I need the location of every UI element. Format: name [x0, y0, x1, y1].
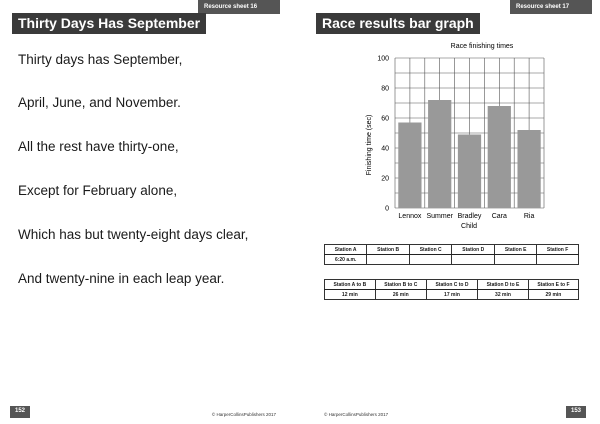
table-header-cell: Station A — [325, 245, 367, 255]
table-cell — [452, 255, 495, 265]
x-axis-label: Child — [461, 223, 477, 230]
resource-sheet-tag: Resource sheet 17 — [510, 0, 592, 14]
table-header-cell: Station D — [452, 245, 495, 255]
table-header-cell: Station C to D — [426, 280, 477, 290]
y-tick-label: 0 — [385, 205, 389, 213]
poem-line: Thirty days has September, — [18, 52, 183, 67]
page-number: 153 — [566, 406, 586, 418]
table-header-row — [325, 245, 579, 255]
table-header-cell: Station C — [409, 245, 452, 255]
table-cell: 6:20 a.m. — [325, 255, 367, 265]
page-title: Race results bar graph — [316, 13, 480, 34]
y-tick-label: 20 — [381, 175, 389, 183]
y-axis-label: Finishing time (sec) — [366, 114, 373, 176]
table-cell: 12 min — [325, 290, 376, 300]
x-tick-label: Summer — [426, 213, 453, 220]
page-number: 152 — [10, 406, 30, 418]
station-times-table — [324, 244, 579, 265]
table-cell: 29 min — [528, 290, 578, 300]
poem-line: Which has but twenty-eight days clear, — [18, 227, 249, 242]
x-tick-label: Ria — [523, 213, 535, 220]
table-header-cell: Station F — [537, 245, 579, 255]
table-header-cell: Station D to E — [478, 280, 529, 290]
y-tick-label: 60 — [381, 115, 389, 123]
page-title: Thirty Days Has September — [12, 13, 206, 34]
y-tick-label: 40 — [381, 145, 389, 153]
table-row — [325, 290, 579, 300]
y-tick-label: 80 — [381, 85, 389, 93]
table-cell: 32 min — [478, 290, 529, 300]
copyright-text: © HarperCollinsPublishers 2017 — [211, 412, 276, 417]
y-tick-label: 100 — [377, 55, 389, 63]
y-ticks — [377, 56, 389, 213]
table-cell — [367, 255, 410, 265]
bar — [398, 123, 421, 209]
bar — [458, 135, 481, 209]
table-cell — [495, 255, 537, 265]
table-cell: 17 min — [426, 290, 477, 300]
x-tick-label: Lennox — [398, 213, 422, 220]
table-cell — [537, 255, 579, 265]
poem-line: All the rest have thirty-one, — [18, 139, 179, 154]
copyright-text: © HarperCollinsPublishers 2017 — [324, 412, 389, 417]
x-tick-label: Cara — [491, 213, 507, 220]
table-header-cell: Station B — [367, 245, 410, 255]
bar — [488, 106, 511, 208]
table-header-row — [325, 280, 579, 290]
right-page — [300, 0, 600, 424]
poem-line: Except for February alone, — [18, 183, 178, 198]
chart-title: Race finishing times — [450, 43, 514, 50]
x-tick-label: Bradley — [457, 213, 482, 220]
table-header-cell: Station E to F — [528, 280, 578, 290]
table-cell: 26 min — [375, 290, 426, 300]
x-ticks — [398, 213, 534, 220]
segment-times-table — [324, 279, 579, 300]
table-header-cell: Station B to C — [375, 280, 426, 290]
table-header-cell: Station E — [495, 245, 537, 255]
bar — [428, 100, 451, 208]
resource-sheet-tag: Resource sheet 16 — [198, 0, 280, 14]
table-header-cell: Station A to B — [325, 280, 376, 290]
bar-chart — [350, 38, 560, 234]
bar — [517, 130, 540, 208]
table-row — [325, 255, 579, 265]
table-cell — [409, 255, 452, 265]
poem-line: And twenty-nine in each leap year. — [18, 271, 225, 286]
poem-line: April, June, and November. — [18, 95, 181, 110]
